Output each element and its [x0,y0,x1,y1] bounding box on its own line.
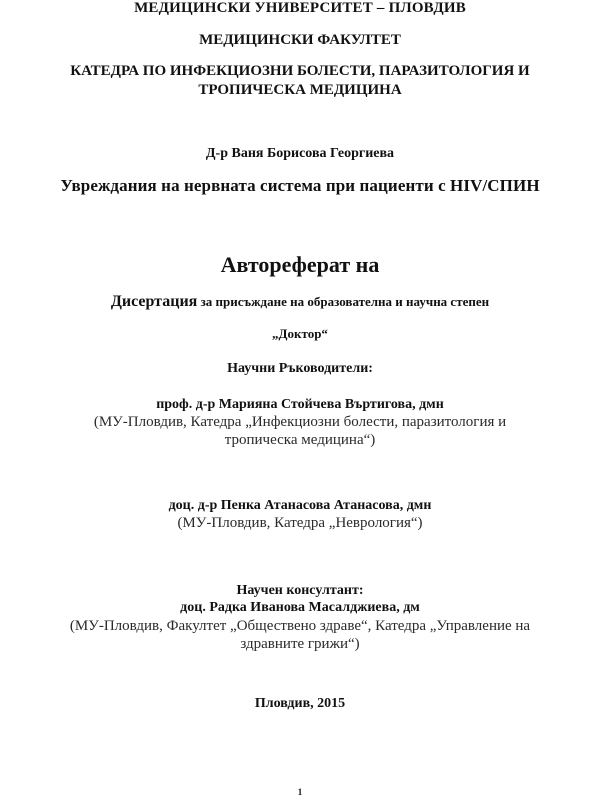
author-name: Д-р Ваня Борисова Георгиева [205,146,395,161]
dissertation-label: Дисертация [110,293,198,310]
page-number: 1 [297,787,303,797]
supervisor-2-name: доц. д-р Пенка Атанасова Атанасова, дмн [168,498,432,513]
consultant-label: Научен консултант: [236,583,364,598]
thesis-title: Увреждания на нервната система при пациенти с HIV/СПИН [60,176,540,195]
consultant-affiliation-line2: здравните грижи“) [240,636,360,652]
place-and-year: Пловдив, 2015 [254,696,346,711]
department-heading-line1: КАТЕДРА ПО ИНФЕКЦИОЗНИ БОЛЕСТИ, ПАРАЗИТОЛОГИЯ И [70,63,530,79]
supervisor-1-affiliation-line1: (МУ-Пловдив, Катедра „Инфекциозни болести, паразитология и [93,414,507,430]
university-heading: МЕДИЦИНСКИ УНИВЕРСИТЕТ – ПЛОВДИВ [134,0,466,16]
consultant-affiliation-line1: (МУ-Пловдив, Факултет „Обществено здраве“, Катедра „Управление на [69,618,531,634]
dissertation-line [0,294,600,310]
abstract-heading: Автореферат на [220,252,380,277]
faculty-heading: МЕДИЦИНСКИ ФАКУЛТЕТ [199,32,401,48]
supervisor-2-affiliation: (МУ-Пловдив, Катедра „Неврология“) [177,515,423,531]
degree-name: „Доктор“ [272,326,328,341]
supervisors-label: Научни Ръководители: [227,361,373,376]
dissertation-text: за присъждане на образователна и научна степен [197,294,490,309]
supervisor-1-name: проф. д-р Марияна Стойчева Въртигова, дмн [156,397,444,412]
department-heading-line2: ТРОПИЧЕСКА МЕДИЦИНА [198,82,402,98]
supervisor-1-affiliation-line2: тропическа медицина“) [224,432,376,448]
consultant-name: доц. Радка Иванова Масалджиева, дм [180,600,420,615]
